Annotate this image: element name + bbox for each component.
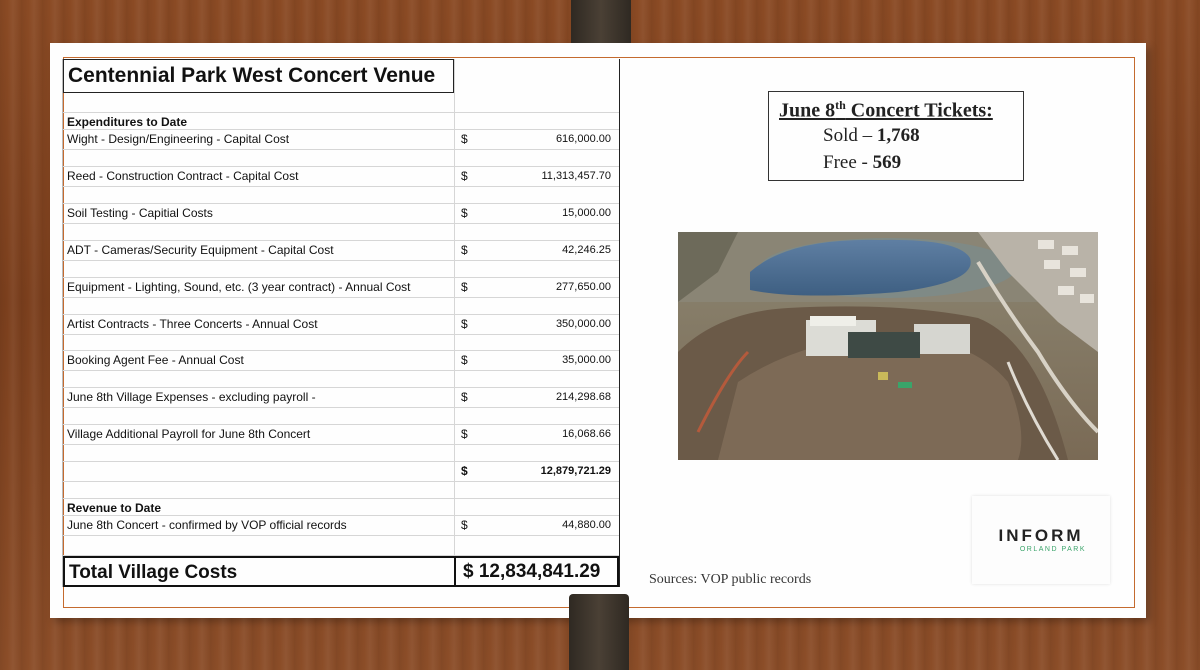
expenditures-header: Expenditures to Date xyxy=(67,115,188,129)
sold-label: Sold – xyxy=(823,125,877,146)
row-label: Booking Agent Fee - Annual Cost xyxy=(67,353,244,367)
currency-symbol: $ xyxy=(461,169,468,183)
free-value: 569 xyxy=(872,152,902,173)
currency-symbol: $ xyxy=(461,132,468,146)
currency-symbol: $ xyxy=(461,464,468,478)
cost-spreadsheet xyxy=(62,59,620,587)
subtotal-amount: 12,879,721.29 xyxy=(540,465,611,477)
blank-row xyxy=(63,298,619,315)
currency-symbol: $ xyxy=(461,518,468,532)
currency-symbol: $ xyxy=(461,206,468,220)
currency-symbol: $ xyxy=(461,243,468,257)
table-row xyxy=(63,278,619,298)
blank-row xyxy=(63,187,619,204)
blank-row xyxy=(63,93,619,113)
table-row xyxy=(63,204,619,224)
table-row xyxy=(63,425,619,445)
currency-symbol: $ xyxy=(461,280,468,294)
section-row-expenditures xyxy=(63,113,619,130)
currency-symbol: $ xyxy=(461,390,468,404)
row-amount: 277,650.00 xyxy=(555,281,611,293)
revenue-header: Revenue to Date xyxy=(67,501,162,515)
blank-row xyxy=(63,371,619,388)
currency-symbol: $ xyxy=(461,353,468,367)
binder-clip-bottom xyxy=(569,594,629,670)
table-row xyxy=(63,351,619,371)
blank-row xyxy=(63,445,619,462)
row-amount: 16,068.66 xyxy=(562,428,611,440)
section-row-revenue xyxy=(63,499,619,516)
row-amount: 214,298.68 xyxy=(555,391,611,403)
row-amount: 42,246.25 xyxy=(562,244,611,256)
total-row xyxy=(63,556,619,587)
currency-symbol: $ xyxy=(461,317,468,331)
row-amount: 350,000.00 xyxy=(555,318,611,330)
tickets-free-line xyxy=(823,152,901,174)
subtotal-row xyxy=(63,462,619,482)
heading-date: June 8 xyxy=(779,99,836,122)
blank-row xyxy=(63,150,619,167)
table-row xyxy=(63,315,619,335)
row-label: Equipment - Lighting, Sound, etc. (3 year contract) - Annual Cost xyxy=(67,280,411,294)
total-label: Total Village Costs xyxy=(69,562,238,583)
table-row xyxy=(63,241,619,261)
total-divider xyxy=(454,558,456,585)
row-label: Reed - Construction Contract - Capital Cost xyxy=(67,169,299,183)
heading-superscript: th xyxy=(835,98,846,112)
sources-note: Sources: VOP public records xyxy=(649,572,812,587)
sold-value: 1,768 xyxy=(876,125,920,146)
row-label: June 8th Village Expenses - excluding payroll - xyxy=(67,390,316,404)
logo-wordmark: INFORM xyxy=(998,526,1084,545)
revenue-row xyxy=(63,516,619,536)
logo-subtitle: ORLAND PARK xyxy=(1019,546,1086,553)
row-label: ADT - Cameras/Security Equipment - Capital Cost xyxy=(67,243,334,257)
table-row xyxy=(63,130,619,150)
row-amount: 35,000.00 xyxy=(562,354,611,366)
blank-row xyxy=(63,261,619,278)
row-amount: 616,000.00 xyxy=(555,133,611,145)
tickets-heading xyxy=(779,98,993,123)
row-amount: 44,880.00 xyxy=(562,519,611,531)
tickets-box xyxy=(768,91,1024,181)
tickets-sold-line xyxy=(823,125,920,147)
aerial-photo xyxy=(678,232,1098,460)
blank-row xyxy=(63,536,619,556)
table-row xyxy=(63,388,619,408)
inform-logo xyxy=(972,496,1110,584)
total-value: $ 12,834,841.29 xyxy=(463,561,601,582)
blank-row xyxy=(63,408,619,425)
row-label: June 8th Concert - confirmed by VOP official records xyxy=(67,518,347,532)
blank-row xyxy=(63,224,619,241)
row-label: Artist Contracts - Three Concerts - Annual Cost xyxy=(67,317,318,331)
row-label: Wight - Design/Engineering - Capital Cost xyxy=(67,132,290,146)
heading-text: Concert Tickets: xyxy=(845,99,993,122)
row-amount: 15,000.00 xyxy=(562,207,611,219)
blank-row xyxy=(63,482,619,499)
table-row xyxy=(63,167,619,187)
free-label: Free - xyxy=(823,152,873,173)
row-label: Soil Testing - Capitial Costs xyxy=(67,206,213,220)
sheet-title: Centennial Park West Concert Venue xyxy=(68,64,436,87)
blank-row xyxy=(63,335,619,351)
currency-symbol: $ xyxy=(461,427,468,441)
title-cell xyxy=(63,59,454,93)
row-label: Village Additional Payroll for June 8th Concert xyxy=(67,427,311,441)
row-amount: 11,313,457.70 xyxy=(541,170,611,182)
